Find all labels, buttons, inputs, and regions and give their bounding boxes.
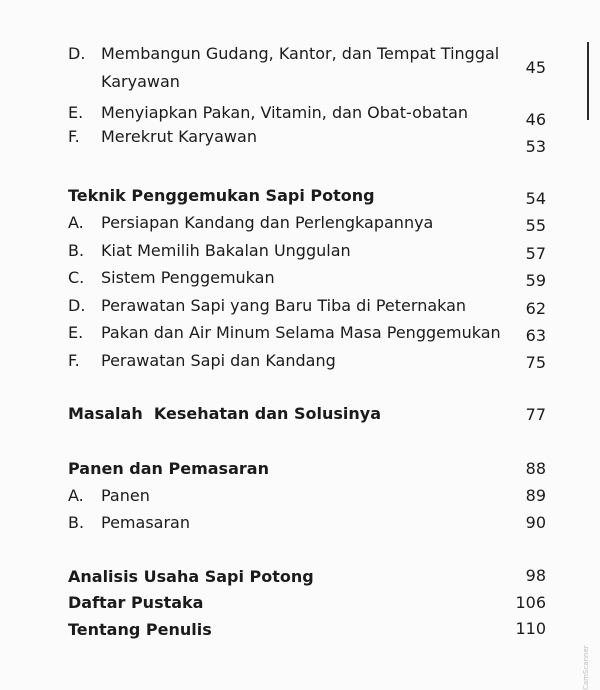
chapter-title: Analisis Usaha Sapi Potong: [68, 567, 314, 586]
entry-letter: D.: [68, 296, 86, 315]
entry-text: Pakan dan Air Minum Selama Masa Penggemukan: [101, 323, 501, 342]
page-number: 106: [515, 593, 546, 612]
entry-letter: D.: [68, 44, 86, 63]
page-number: 46: [525, 110, 546, 129]
entry-text: Sistem Penggemukan: [101, 268, 275, 287]
page-number: 45: [525, 58, 546, 77]
entry-text: Merekrut Karyawan: [101, 127, 257, 146]
entry-text: Panen: [101, 486, 150, 505]
entry-text: Kiat Memilih Bakalan Unggulan: [101, 241, 351, 260]
entry-text: Pemasaran: [101, 513, 190, 532]
page-number: 53: [525, 137, 546, 156]
page-edge-rule: [587, 42, 589, 120]
page-number: 89: [525, 486, 546, 505]
entry-letter: C.: [68, 268, 85, 287]
page-number: 62: [525, 299, 546, 318]
page-number: 63: [525, 326, 546, 345]
entry-text: Membangun Gudang, Kantor, dan Tempat Tinggal: [101, 44, 500, 63]
page-number: 77: [525, 405, 546, 424]
entry-letter: E.: [68, 103, 84, 122]
page-number: 110: [515, 619, 546, 638]
chapter-title: Teknik Penggemukan Sapi Potong: [68, 186, 375, 205]
page-number: 54: [525, 189, 546, 208]
entry-letter: A.: [68, 213, 84, 232]
page-number: 75: [525, 353, 546, 372]
entry-text-line2: Karyawan: [101, 72, 180, 91]
entry-letter: F.: [68, 127, 80, 146]
entry-letter: A.: [68, 486, 84, 505]
entry-text: Menyiapkan Pakan, Vitamin, dan Obat-obatan: [101, 103, 469, 122]
chapter-title: Tentang Penulis: [68, 620, 212, 639]
chapter-title: Panen dan Pemasaran: [68, 459, 269, 478]
entry-text: Persiapan Kandang dan Perlengkapannya: [101, 213, 434, 232]
page-number: 90: [525, 513, 546, 532]
chapter-title: Masalah Kesehatan dan Solusinya: [68, 404, 382, 423]
entry-letter: F.: [68, 351, 80, 370]
page-number: 88: [525, 459, 546, 478]
entry-letter: E.: [68, 323, 84, 342]
entry-letter: B.: [68, 241, 85, 260]
page-number: 55: [525, 216, 546, 235]
page-number: 98: [525, 566, 546, 585]
scanner-watermark: CamScanner: [582, 645, 590, 690]
entry-text: Perawatan Sapi yang Baru Tiba di Peternakan: [101, 296, 467, 315]
entry-text: Perawatan Sapi dan Kandang: [101, 351, 336, 370]
chapter-title: Daftar Pustaka: [68, 593, 204, 612]
entry-letter: B.: [68, 513, 85, 532]
page-number: 57: [525, 244, 546, 263]
page-number: 59: [525, 271, 546, 290]
